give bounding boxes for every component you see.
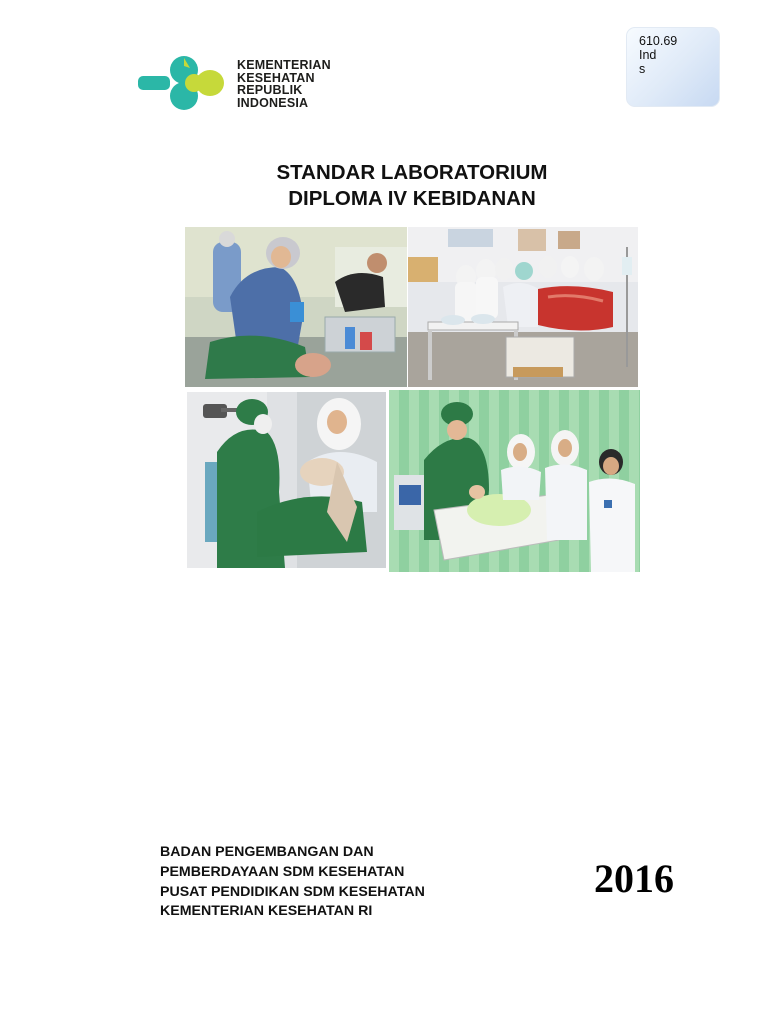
publisher-line: PUSAT PENDIDIKAN SDM KESEHATAN [160, 883, 425, 900]
photo-gynecology-exam-practice [185, 227, 407, 387]
publisher-block [160, 843, 425, 922]
document-title [0, 160, 768, 212]
publication-year: 2016 [594, 856, 674, 901]
publisher-line: PEMBERDAYAAN SDM KESEHATAN [160, 863, 405, 880]
photo-surgical-scrub-practice [187, 392, 386, 568]
logo-line: KEMENTERIAN [237, 58, 331, 72]
ministry-emblem-icon [134, 52, 234, 114]
logo-line: KESEHATAN [237, 70, 315, 85]
logo-line: REPUBLIK [237, 83, 303, 98]
ministry-name [237, 59, 331, 109]
logo-line: INDONESIA [237, 95, 309, 110]
publisher-line: BADAN PENGEMBANGAN DAN [160, 844, 374, 860]
ministry-logo [134, 52, 364, 114]
photo-neonatal-care-practice [389, 390, 640, 572]
call-number-line: s [639, 62, 646, 76]
photo-students-lab-demonstration [408, 227, 638, 387]
call-number-label [626, 27, 720, 107]
call-number-line: 610.69 [639, 34, 678, 48]
call-number-line: Ind [639, 48, 657, 62]
publisher-line: KEMENTERIAN KESEHATAN RI [160, 903, 373, 920]
title-line-1: STANDAR LABORATORIUM [276, 161, 548, 184]
title-line-2: DIPLOMA IV KEBIDANAN [288, 187, 536, 210]
